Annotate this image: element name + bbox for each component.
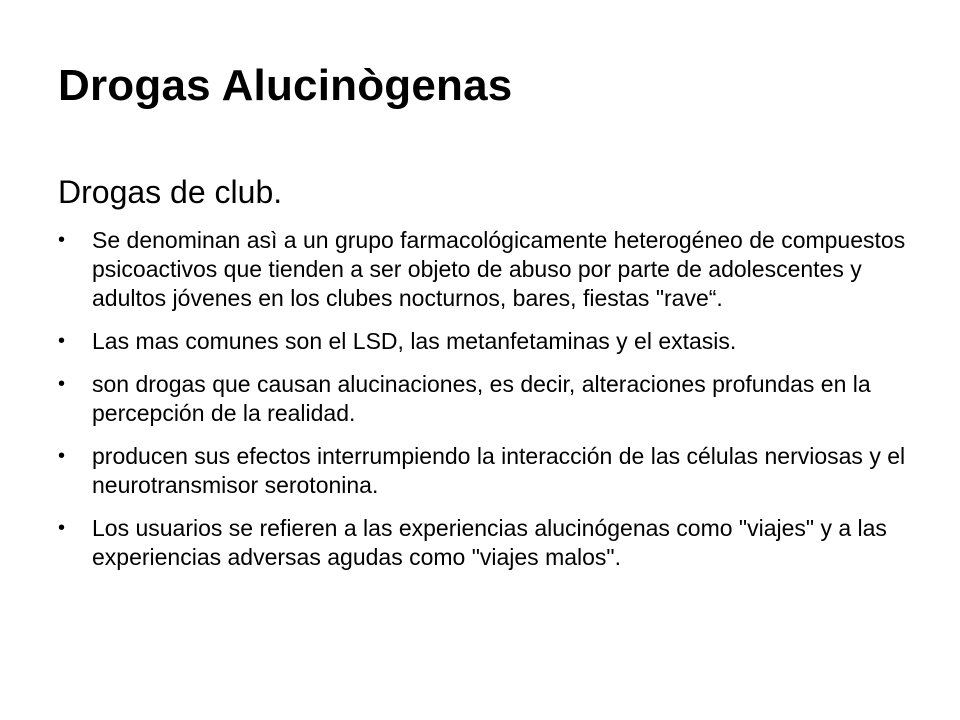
bullet-text: Los usuarios se refieren a las experiencias alucinógenas como "viajes" y a las experiencias adversas agudas como "viajes malos". <box>92 514 887 570</box>
bullet-marker-icon: • <box>58 372 66 395</box>
bullet-text: son drogas que causan alucinaciones, es decir, alteraciones profundas en la percepción de la realidad. <box>92 370 871 426</box>
bullet-text: Se denominan asì a un grupo farmacológicamente heterogéneo de compuestos psicoactivos que tienden a ser objeto de abuso por parte de adolescentes y adultos jóvenes en los clubes nocturnos, bares, fiestas "rave“. <box>92 227 906 311</box>
bullet-item <box>58 514 908 572</box>
slide-subtitle: Drogas de club. <box>58 174 283 210</box>
bullet-item <box>58 226 908 313</box>
bullet-marker-icon: • <box>58 229 66 251</box>
bullet-item <box>58 327 908 356</box>
bullet-list <box>58 226 908 586</box>
bullet-marker-icon: • <box>58 444 66 467</box>
bullet-item <box>58 442 908 500</box>
bullet-marker-icon: • <box>58 516 66 539</box>
bullet-item <box>58 370 908 428</box>
slide-title: Drogas Alucinògenas <box>58 61 513 110</box>
bullet-marker-icon: • <box>58 329 66 352</box>
bullet-text: Las mas comunes son el LSD, las metanfetaminas y el extasis. <box>92 327 737 354</box>
bullet-text: producen sus efectos interrumpiendo la interacción de las células nerviosas y el neurotransmisor serotonina. <box>92 442 906 498</box>
